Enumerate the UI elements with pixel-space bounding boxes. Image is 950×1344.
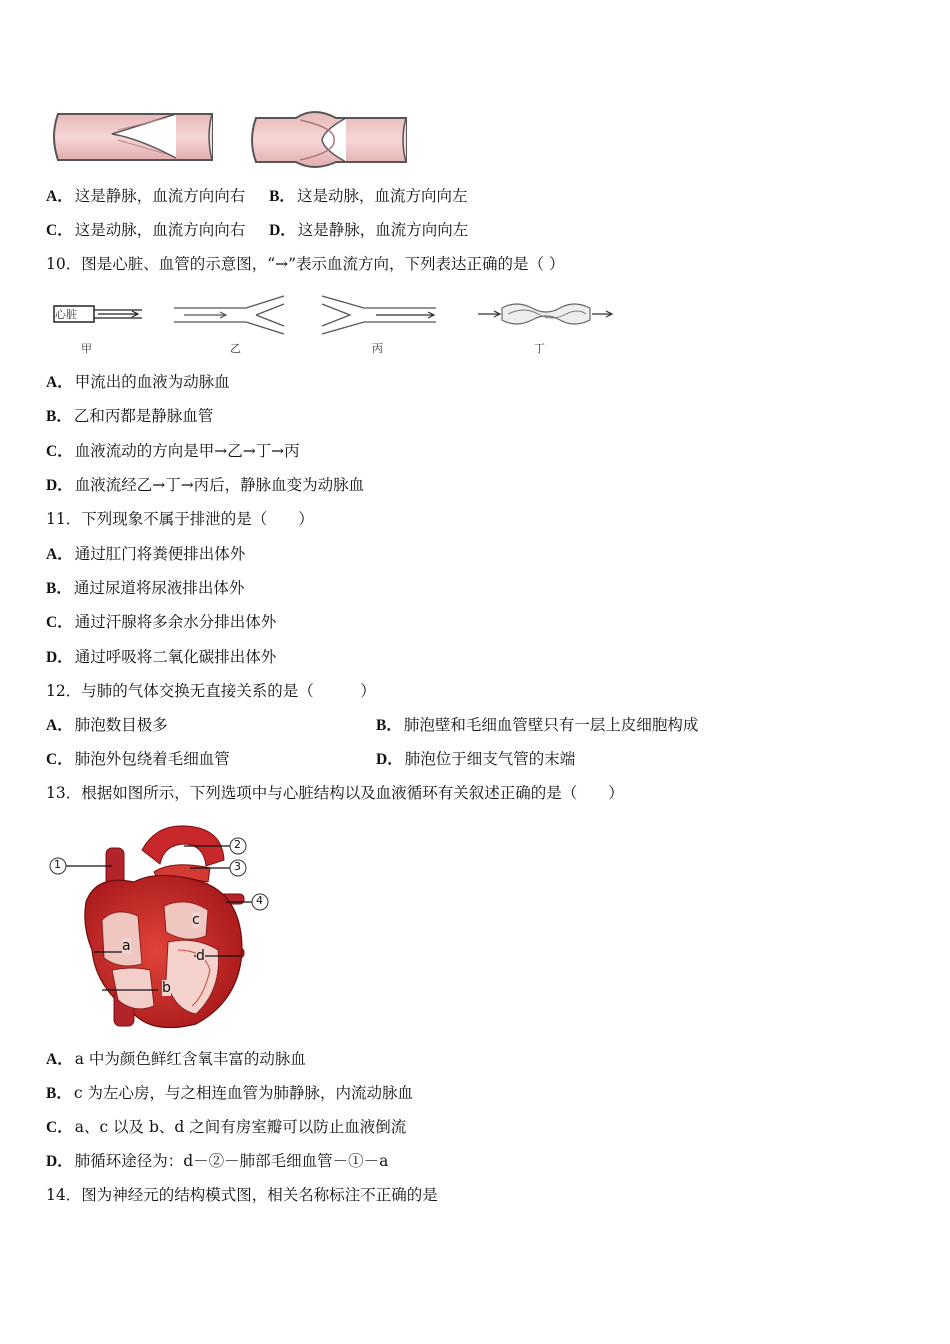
q9-option-c-key: C． [46, 222, 73, 239]
heart-label-a: a [122, 938, 131, 954]
q13-option-b-text: c 为左心房，与之相连血管为肺静脉，内流动脉血 [73, 1084, 413, 1102]
q13-option-c-text: a、c 以及 b、d 之间有房室瓣可以防止血液倒流 [74, 1118, 407, 1136]
q10-option-a-text: 甲流出的血液为动脉血 [74, 373, 230, 391]
heart-label-2-num: 2 [234, 838, 241, 851]
q13-option-b [46, 1083, 413, 1104]
heart-label-4-num: 4 [256, 894, 263, 907]
heart-label-3-num: 3 [234, 860, 241, 873]
q12-option-a-text: 肺泡数目极多 [74, 716, 168, 734]
q13-option-d-text: 肺循环途径为：d－②－肺部毛细血管－①－a [74, 1152, 389, 1170]
q9-option-a-text: 这是静脉，血流方向向右 [74, 187, 246, 205]
q12-option-c [46, 749, 230, 770]
q11-option-a-text: 通过肛门将粪便排出体外 [74, 545, 246, 563]
q10-option-a [46, 372, 230, 393]
q13-option-a-key: A． [46, 1051, 73, 1068]
q10-option-c-key: C． [46, 443, 73, 460]
label-yi: 乙 [230, 342, 241, 355]
q9-option-c-text: 这是动脉，血流方向向右 [74, 221, 246, 239]
q12-option-d-key: D． [376, 751, 403, 768]
q11-option-c [46, 612, 276, 633]
q12-option-d-text: 肺泡位于细支气管的末端 [404, 750, 576, 768]
heart-box-label: 心脏 [55, 308, 77, 321]
q10-option-d [46, 475, 364, 496]
label-jia: 甲 [81, 342, 92, 355]
q10-option-b-key: B． [46, 408, 72, 425]
q10-stem: 10．图是心脏、血管的示意图，“→”表示血流方向，下列表达正确的是（ ） [46, 255, 565, 273]
q11-option-b [46, 578, 244, 599]
q9-option-d-key: D． [269, 222, 296, 239]
q10-option-c [46, 441, 300, 462]
q11-option-d-key: D． [46, 649, 73, 666]
q10-option-d-text: 血液流经乙→丁→丙后，静脉血变为动脉血 [74, 476, 365, 494]
q12-stem: 12．与肺的气体交换无直接关系的是（ ） [46, 682, 376, 700]
q12-option-b-key: B． [376, 717, 402, 734]
q13-option-d-key: D． [46, 1153, 73, 1170]
q13-option-d [46, 1151, 388, 1172]
heart-label-b: b [162, 980, 171, 996]
q9-options-row-1 [46, 186, 467, 207]
q10-option-b [46, 406, 213, 427]
q12-option-b-text: 肺泡壁和毛细血管壁只有一层上皮细胞构成 [403, 716, 699, 734]
q10-figure [46, 292, 626, 358]
q11-option-b-text: 通过尿道将尿液排出体外 [73, 579, 245, 597]
heart-diagram [46, 820, 276, 1032]
q10-option-c-text: 血液流动的方向是甲→乙→丁→丙 [74, 442, 300, 460]
q13-option-c [46, 1117, 406, 1138]
q12-option-d [376, 749, 575, 770]
heart-label-d: d [196, 948, 205, 964]
q11-option-c-key: C． [46, 614, 73, 631]
label-bing: 丙 [372, 342, 383, 355]
label-ding: 丁 [534, 342, 545, 355]
q11-option-c-text: 通过汗腺将多余水分排出体外 [74, 613, 277, 631]
q13-option-c-key: C． [46, 1119, 73, 1136]
q9-option-b-text: 这是动脉，血流方向向左 [296, 187, 468, 205]
q13-option-b-key: B． [46, 1085, 72, 1102]
q10-option-b-text: 乙和丙都是静脉血管 [73, 407, 214, 425]
q12-option-c-key: C． [46, 751, 73, 768]
q10-option-d-key: D． [46, 477, 73, 494]
q11-option-d-text: 通过呼吸将二氧化碳排出体外 [74, 648, 277, 666]
q9-option-a-key: A． [46, 188, 73, 205]
q11-option-b-key: B． [46, 580, 72, 597]
q12-option-c-text: 肺泡外包绕着毛细血管 [74, 750, 230, 768]
q12-option-b [376, 715, 698, 736]
heart-label-1-num: 1 [54, 858, 61, 871]
q13-stem: 13．根据如图所示，下列选项中与心脏结构以及血液循环有关叙述正确的是（ ） [46, 784, 624, 802]
q12-option-a-key: A． [46, 717, 73, 734]
q11-stem: 11．下列现象不属于排泄的是（ ） [46, 510, 314, 528]
q9-option-d-text: 这是静脉，血流方向向左 [297, 221, 469, 239]
q13-option-a-text: a 中为颜色鲜红含氧丰富的动脉血 [74, 1050, 306, 1068]
q9-option-b-key: B． [269, 188, 295, 205]
q11-option-a-key: A． [46, 546, 73, 563]
q14-stem: 14．图为神经元的结构模式图，相关名称标注不正确的是 [46, 1186, 438, 1204]
q10-option-a-key: A． [46, 374, 73, 391]
heart-label-c: c [192, 912, 200, 928]
q12-option-a [46, 715, 168, 736]
q11-option-d [46, 647, 276, 668]
q9-options-row-2 [46, 220, 468, 241]
q11-option-a [46, 544, 245, 565]
vein-valve-figure [46, 100, 416, 172]
q13-option-a [46, 1049, 306, 1070]
